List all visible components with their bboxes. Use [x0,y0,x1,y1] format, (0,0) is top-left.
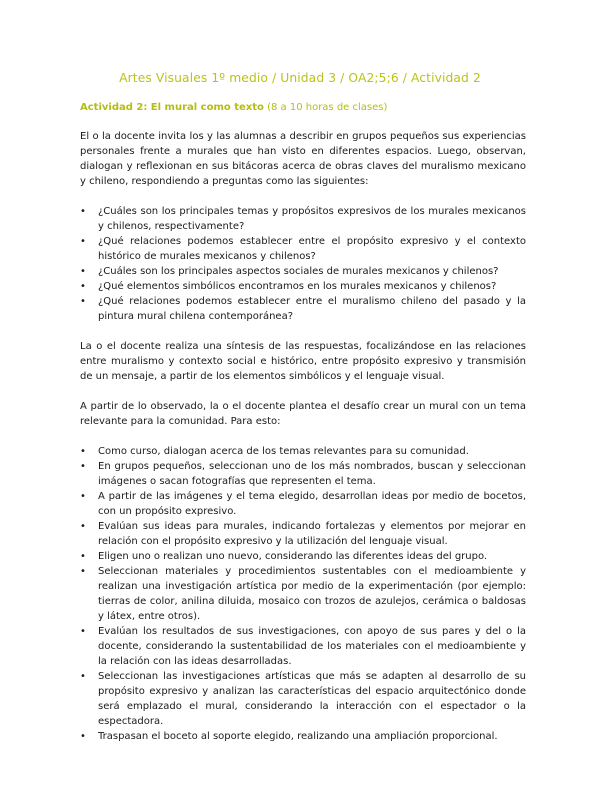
document-header: Artes Visuales 1º medio / Unidad 3 / OA2;5;6 / Actividad 2 [119,71,481,85]
list-item-text: Seleccionan materiales y procedimientos sustentables con el medioambiente y realizan una investigación artística por medio de la experimentación (por ejemplo: tierras de color, anilina diluida, mosaico con trozos de azulejos, cerámica o baldosas y látex, entre otros). [98,566,526,622]
synthesis-paragraph: La o el docente realiza una síntesis de las respuestas, focalizándose en las relaciones entre muralismo y contexto social e histórico, entre propósito expresivo y transmisión de un mensaje, a partir de los elementos simbólicos y el lenguaje visual. [80,341,526,382]
list-item [80,669,526,729]
list-item [80,489,526,519]
bullet-icon: • [80,626,86,637]
bullet-icon: • [80,206,86,217]
list-item [80,519,526,549]
list-item-text: Seleccionan las investigaciones artísticas que más se adapten al desarrollo de su propósito expresivo y analizan las características del espacio arquitectónico donde será emplazado el mural, considerando la interacción con el espectador o la espectadora. [98,671,526,727]
list-item [80,264,526,279]
activity-title [80,100,526,115]
bullet-icon: • [80,461,86,472]
list-item [80,294,526,324]
list-item-text: ¿Qué relaciones podemos establecer entre el propósito expresivo y el contexto histórico de murales mexicanos y chilenos? [98,236,526,262]
bullet-icon: • [80,236,86,247]
list-item [80,549,526,564]
bullet-icon: • [80,281,86,292]
bullet-icon: • [80,296,86,307]
list-item-text: ¿Cuáles son los principales temas y propósitos expresivos de los murales mexicanos y chilenos, respectivamente? [98,206,526,232]
bullet-icon: • [80,521,86,532]
list-item-text: ¿Cuáles son los principales aspectos sociales de murales mexicanos y chilenos? [98,266,499,277]
list-item [80,279,526,294]
list-item-text: A partir de las imágenes y el tema elegido, desarrollan ideas por medio de bocetos, con un propósito expresivo. [98,491,526,517]
activity-hours: (8 a 10 horas de clases) [263,102,388,113]
bullet-icon: • [80,446,86,457]
list-item [80,729,526,744]
bullet-icon: • [80,266,86,277]
questions-list [80,204,526,324]
list-item [80,624,526,669]
list-item-text: ¿Qué elementos simbólicos encontramos en los murales mexicanos y chilenos? [98,281,497,292]
list-item [80,204,526,234]
intro-paragraph: El o la docente invita los y las alumnas a describir en grupos pequeños sus experiencias personales frente a murales que han visto en diferentes espacios. Luego, observan, dialogan y reflexionan en sus bitácoras acerca de obras claves del muralismo mexicano y chileno, respondiendo a preguntas como las siguientes: [80,131,526,187]
challenge-paragraph: A partir de lo observado, la o el docente plantea el desafío crear un mural con un tema relevante para la comunidad. Para esto: [80,401,526,427]
bullet-icon: • [80,491,86,502]
list-item [80,234,526,264]
bullet-icon: • [80,566,86,577]
list-item-text: Evalúan sus ideas para murales, indicando fortalezas y elementos por mejorar en relación con el propósito expresivo y la utilización del lenguaje visual. [98,521,526,547]
bullet-icon: • [80,671,86,682]
list-item [80,459,526,489]
activity-title-main: Actividad 2: El mural como texto [80,102,264,113]
steps-list [80,444,526,744]
list-item [80,564,526,624]
list-item-text: En grupos pequeños, seleccionan uno de los más nombrados, buscan y seleccionan imágenes o sacan fotografías que representen el tema. [98,461,526,487]
list-item-text: Traspasan el boceto al soporte elegido, realizando una ampliación proporcional. [98,731,498,742]
list-item [80,444,526,459]
bullet-icon: • [80,731,86,742]
document-body [80,100,526,759]
list-item-text: Eligen uno o realizan uno nuevo, considerando las diferentes ideas del grupo. [98,551,488,562]
list-item-text: Como curso, dialogan acerca de los temas relevantes para su comunidad. [98,446,469,457]
list-item-text: ¿Qué relaciones podemos establecer entre el muralismo chileno del pasado y la pintura mural chilena contemporánea? [98,296,526,322]
list-item-text: Evalúan los resultados de sus investigaciones, con apoyo de sus pares y del o la docente, considerando la sustentabilidad de los materiales con el medioambiente y la relación con las ideas desarrolladas. [98,626,526,667]
bullet-icon: • [80,551,86,562]
